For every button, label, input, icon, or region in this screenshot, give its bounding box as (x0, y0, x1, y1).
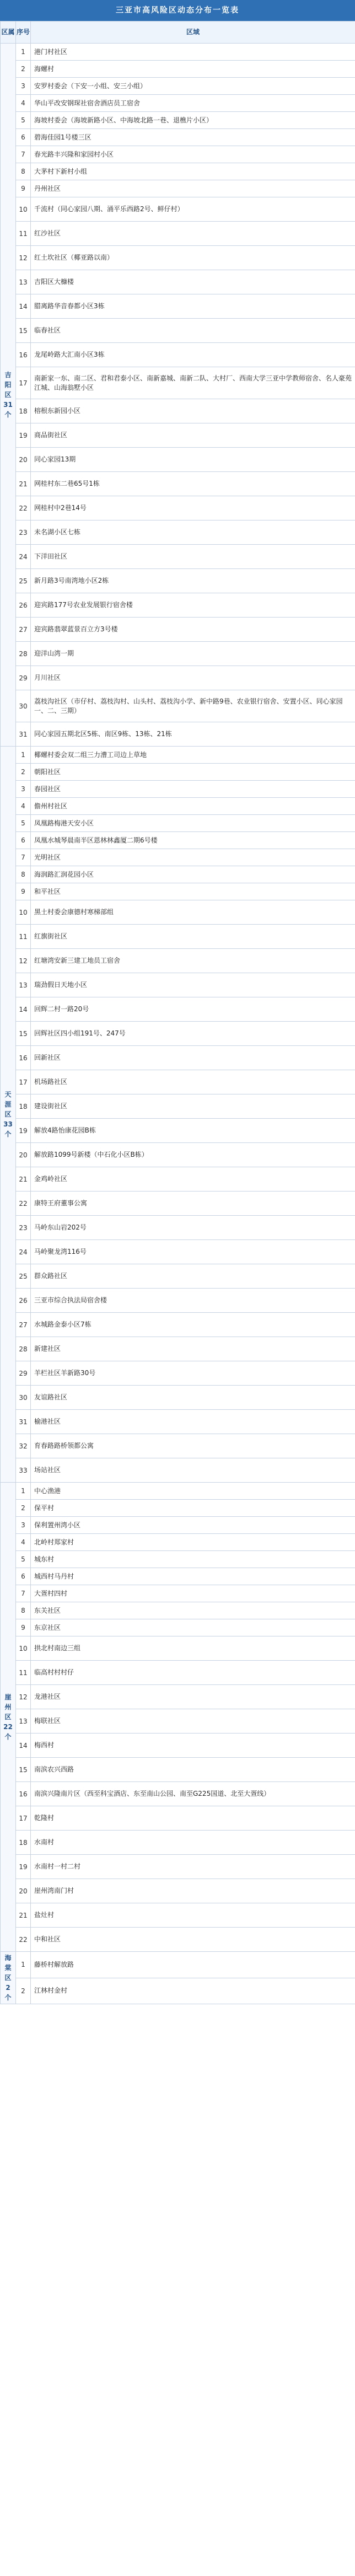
table-row (1, 1855, 355, 1879)
area-cell: 东京社区 (31, 1619, 355, 1636)
table-row (1, 1534, 355, 1551)
row-number: 2 (16, 1978, 31, 2004)
area-cell: 红旗街社区 (31, 925, 355, 949)
table-row (1, 423, 355, 448)
area-cell: 龙港社区 (31, 1685, 355, 1709)
table-row (1, 618, 355, 642)
row-number: 19 (16, 1855, 31, 1879)
table-row (1, 343, 355, 367)
row-number: 11 (16, 925, 31, 949)
table-row (1, 1046, 355, 1070)
row-number: 2 (16, 764, 31, 781)
area-cell: 同心家园五期北区5栋、南区9栋、13栋、21栋 (31, 722, 355, 747)
area-cell: 春园社区 (31, 781, 355, 798)
table-row (1, 1458, 355, 1483)
table-row (1, 722, 355, 747)
area-cell: 儋州村社区 (31, 798, 355, 815)
table-row (1, 1192, 355, 1216)
row-number: 7 (16, 1585, 31, 1602)
row-number: 17 (16, 367, 31, 399)
row-number: 10 (16, 197, 31, 222)
table-row (1, 781, 355, 798)
table-row (1, 666, 355, 690)
table-row (1, 849, 355, 866)
table-row (1, 472, 355, 496)
table-row (1, 545, 355, 569)
row-number: 11 (16, 222, 31, 246)
row-number: 21 (16, 1167, 31, 1192)
table-row (1, 1289, 355, 1313)
area-cell: 城东村 (31, 1551, 355, 1568)
row-number: 28 (16, 1337, 31, 1361)
table-row (1, 180, 355, 197)
row-number: 32 (16, 1434, 31, 1458)
area-cell: 回辉二村一路20号 (31, 997, 355, 1022)
area-cell: 凤凰水城琴晨南半区恩林林鑫厦二期6号楼 (31, 832, 355, 849)
area-cell: 海润路汇润花园小区 (31, 866, 355, 883)
area-cell: 羊栏社区羊新路30号 (31, 1361, 355, 1386)
table-row (1, 246, 355, 270)
table-row (1, 294, 355, 319)
row-number: 13 (16, 270, 31, 294)
table-row (1, 78, 355, 95)
area-cell: 乾隆村 (31, 1806, 355, 1831)
area-cell: 红塘湾安新三建工地员工宿舍 (31, 949, 355, 973)
table-row (1, 61, 355, 78)
table-row (1, 129, 355, 146)
area-cell: 安罗村委会（下安一小组、安三小组） (31, 78, 355, 95)
table-row (1, 1264, 355, 1289)
row-number: 3 (16, 1517, 31, 1534)
table-row (1, 925, 355, 949)
row-number: 12 (16, 949, 31, 973)
table-row (1, 949, 355, 973)
row-number: 16 (16, 343, 31, 367)
table-row (1, 448, 355, 472)
table-row (1, 1585, 355, 1602)
area-cell: 海螺村 (31, 61, 355, 78)
table-row (1, 973, 355, 997)
area-cell: 黑土村委会康德村寒梯部组 (31, 900, 355, 925)
area-cell: 同心家园13期 (31, 448, 355, 472)
area-cell: 红沙社区 (31, 222, 355, 246)
area-cell: 丹州社区 (31, 180, 355, 197)
area-cell: 碧海佳园1号楼三区 (31, 129, 355, 146)
area-cell: 未名湖小区七栋 (31, 520, 355, 545)
row-number: 11 (16, 1661, 31, 1685)
table-row (1, 1500, 355, 1517)
area-cell: 南滨农兴西路 (31, 1758, 355, 1782)
area-cell: 友谊路社区 (31, 1386, 355, 1410)
area-cell: 海坡村委会（海坡新路小区、中海坡北路一巷、退樵片小区） (31, 112, 355, 129)
row-number: 1 (16, 1483, 31, 1500)
area-cell: 回辉社区四小组191号、247号 (31, 1022, 355, 1046)
row-number: 25 (16, 569, 31, 593)
area-cell: 商品街社区 (31, 423, 355, 448)
area-cell: 月川社区 (31, 666, 355, 690)
area-cell: 南滨兴隆南片区（西至科宝酒店、东至南山公园、南至G225国道、北至大疍线） (31, 1782, 355, 1806)
row-number: 4 (16, 1534, 31, 1551)
area-cell: 吉阳区大槺楼 (31, 270, 355, 294)
table-row (1, 146, 355, 163)
row-number: 31 (16, 722, 31, 747)
row-number: 5 (16, 112, 31, 129)
area-cell: 水城路金泰小区7栋 (31, 1313, 355, 1337)
row-number: 4 (16, 798, 31, 815)
table-row (1, 1216, 355, 1240)
table-row (1, 642, 355, 666)
row-number: 18 (16, 399, 31, 423)
area-cell: 康特王府董事公寓 (31, 1192, 355, 1216)
area-cell: 保平村 (31, 1500, 355, 1517)
area-cell: 临春社区 (31, 319, 355, 343)
row-number: 6 (16, 1568, 31, 1585)
row-number: 9 (16, 1619, 31, 1636)
row-number: 10 (16, 1636, 31, 1661)
row-number: 9 (16, 883, 31, 900)
area-cell: 迎宾路翡翠蓝景百立方3号楼 (31, 618, 355, 642)
table-row (1, 1551, 355, 1568)
row-number: 17 (16, 1806, 31, 1831)
page-title: 三亚市高风险区动态分布一览表 (0, 0, 355, 21)
table-row (1, 270, 355, 294)
area-cell: 榕根东新园小区 (31, 399, 355, 423)
area-cell: 椰螺村委会双二组三力漕工司边上草地 (31, 747, 355, 764)
area-cell: 解放4路怡康花园B栋 (31, 1119, 355, 1143)
table-row (1, 1119, 355, 1143)
area-cell: 春光路丰兴隆和家园村小区 (31, 146, 355, 163)
row-number: 2 (16, 61, 31, 78)
row-number: 14 (16, 294, 31, 319)
table-row (1, 1661, 355, 1685)
row-number: 28 (16, 642, 31, 666)
area-cell: 水南村一村二村 (31, 1855, 355, 1879)
area-cell: 大疍村四村 (31, 1585, 355, 1602)
row-number: 13 (16, 973, 31, 997)
area-cell: 盐灶村 (31, 1903, 355, 1928)
row-number: 6 (16, 832, 31, 849)
row-number: 8 (16, 1602, 31, 1619)
row-number: 27 (16, 618, 31, 642)
row-number: 26 (16, 593, 31, 618)
area-cell: 城西村马丹村 (31, 1568, 355, 1585)
area-cell: 北岭村郑家村 (31, 1534, 355, 1551)
table-row (1, 1978, 355, 2004)
row-number: 2 (16, 1500, 31, 1517)
row-number: 24 (16, 1240, 31, 1264)
row-number: 12 (16, 1685, 31, 1709)
area-cell: 育春路路桥领都公寓 (31, 1434, 355, 1458)
table-row (1, 1434, 355, 1458)
area-cell: 迎宾路177号农业发展银行宿舍楼 (31, 593, 355, 618)
table-row (1, 1952, 355, 1978)
row-number: 24 (16, 545, 31, 569)
row-number: 21 (16, 472, 31, 496)
table-row (1, 1602, 355, 1619)
area-cell: 榆港社区 (31, 1410, 355, 1434)
row-number: 15 (16, 1758, 31, 1782)
table-row (1, 815, 355, 832)
row-number: 15 (16, 1022, 31, 1046)
area-cell: 三亚市综合执法局宿舍楼 (31, 1289, 355, 1313)
row-number: 31 (16, 1410, 31, 1434)
area-cell: 和平社区 (31, 883, 355, 900)
area-cell: 网桂村中2巷14号 (31, 496, 355, 520)
table-row (1, 764, 355, 781)
area-cell: 回新社区 (31, 1046, 355, 1070)
area-cell: 南新家一东、南二区、君和君泰小区、南新嘉城、南新二队、大村厂、西南大学三亚中学教师宿舍、名人豪苑江城、山海翁墅小区 (31, 367, 355, 399)
row-number: 18 (16, 1094, 31, 1119)
area-cell: 朝阳社区 (31, 764, 355, 781)
area-cell: 红土坎社区（椰亚路以南） (31, 246, 355, 270)
row-number: 13 (16, 1709, 31, 1734)
row-number: 7 (16, 146, 31, 163)
area-cell: 建设街社区 (31, 1094, 355, 1119)
table-row (1, 1313, 355, 1337)
row-number: 25 (16, 1264, 31, 1289)
row-number: 26 (16, 1289, 31, 1313)
row-number: 22 (16, 496, 31, 520)
area-cell: 东关社区 (31, 1602, 355, 1619)
table-row (1, 399, 355, 423)
row-number: 12 (16, 246, 31, 270)
area-cell: 迎洋山湾一期 (31, 642, 355, 666)
row-number: 1 (16, 1952, 31, 1978)
table-row (1, 1143, 355, 1167)
row-number: 23 (16, 1216, 31, 1240)
table-row (1, 1361, 355, 1386)
table-header-row (1, 22, 355, 44)
row-number: 6 (16, 129, 31, 146)
row-number: 27 (16, 1313, 31, 1337)
row-number: 19 (16, 423, 31, 448)
table-row (1, 1022, 355, 1046)
area-cell: 梅联社区 (31, 1709, 355, 1734)
area-cell: 崖州湾南门村 (31, 1879, 355, 1903)
row-number: 30 (16, 1386, 31, 1410)
table-row (1, 798, 355, 815)
row-number: 1 (16, 747, 31, 764)
row-number: 8 (16, 163, 31, 180)
table-row (1, 1070, 355, 1094)
row-number: 8 (16, 866, 31, 883)
area-cell: 机场路社区 (31, 1070, 355, 1094)
area-cell: 腊离路华音春都小区3栋 (31, 294, 355, 319)
area-cell: 解放路1099号新楼（中石化小区B栋） (31, 1143, 355, 1167)
area-cell: 保利置州湾小区 (31, 1517, 355, 1534)
area-cell: 中心渔港 (31, 1483, 355, 1500)
area-cell: 网桂村东二巷65号1栋 (31, 472, 355, 496)
table-row (1, 747, 355, 764)
district-cell: 吉阳区31个 (1, 44, 16, 747)
table-row (1, 112, 355, 129)
area-cell: 新月路3号南湾地小区2栋 (31, 569, 355, 593)
row-number: 14 (16, 1734, 31, 1758)
area-cell: 下洋田社区 (31, 545, 355, 569)
row-number: 17 (16, 1070, 31, 1094)
table-row (1, 866, 355, 883)
area-cell: 金鸡岭社区 (31, 1167, 355, 1192)
table-row (1, 1410, 355, 1434)
table-row (1, 900, 355, 925)
risk-area-table (0, 21, 355, 2004)
district-cell: 天涯区33个 (1, 747, 16, 1483)
row-number: 20 (16, 448, 31, 472)
table-row (1, 569, 355, 593)
row-number: 33 (16, 1458, 31, 1483)
row-number: 14 (16, 997, 31, 1022)
table-row (1, 163, 355, 180)
table-row (1, 832, 355, 849)
table-row (1, 1483, 355, 1500)
area-cell: 瑞劲假日天地小区 (31, 973, 355, 997)
row-number: 5 (16, 1551, 31, 1568)
row-number: 30 (16, 690, 31, 722)
row-number: 29 (16, 666, 31, 690)
table-row (1, 1928, 355, 1952)
row-number: 16 (16, 1046, 31, 1070)
row-number: 4 (16, 95, 31, 112)
table-row (1, 1619, 355, 1636)
table-row (1, 1831, 355, 1855)
table-row (1, 1517, 355, 1534)
table-row (1, 1240, 355, 1264)
area-cell: 光明社区 (31, 849, 355, 866)
table-row (1, 1879, 355, 1903)
table-row (1, 1094, 355, 1119)
table-row (1, 997, 355, 1022)
row-number: 29 (16, 1361, 31, 1386)
header-area: 区域 (31, 22, 355, 44)
table-row (1, 319, 355, 343)
row-number: 10 (16, 900, 31, 925)
area-cell: 千流村（同心家园八期、涌平乐西路2号、鲜仔村） (31, 197, 355, 222)
area-cell: 水南村 (31, 1831, 355, 1855)
area-cell: 华山平改安钢琛社宿舍酒店员工宿舍 (31, 95, 355, 112)
row-number: 3 (16, 78, 31, 95)
table-row (1, 1709, 355, 1734)
district-cell: 海棠区2个 (1, 1952, 16, 2004)
header-district: 区属 (1, 22, 16, 44)
table-row (1, 367, 355, 399)
table-row (1, 496, 355, 520)
row-number: 3 (16, 781, 31, 798)
table-row (1, 197, 355, 222)
area-cell: 群众路社区 (31, 1264, 355, 1289)
area-cell: 马岭东山岩202号 (31, 1216, 355, 1240)
table-row (1, 1782, 355, 1806)
area-cell: 凤凰路梅港天安小区 (31, 815, 355, 832)
row-number: 22 (16, 1192, 31, 1216)
area-cell: 荔枝沟社区（市仔村、荔枝沟村、山头村、荔枝沟小学、新中路9巷、农业银行宿舍、安置小区、同心家园一、二、三期） (31, 690, 355, 722)
table-body (1, 44, 355, 2004)
table-row (1, 1734, 355, 1758)
table-row (1, 44, 355, 61)
district-cell: 崖州区22个 (1, 1483, 16, 1952)
row-number: 7 (16, 849, 31, 866)
area-cell: 新建社区 (31, 1337, 355, 1361)
table-row (1, 593, 355, 618)
area-cell: 江林村金村 (31, 1978, 355, 2004)
area-cell: 场站社区 (31, 1458, 355, 1483)
area-cell: 临高村村村仔 (31, 1661, 355, 1685)
table-row (1, 222, 355, 246)
table-row (1, 1903, 355, 1928)
area-cell: 中和社区 (31, 1928, 355, 1952)
row-number: 5 (16, 815, 31, 832)
table-row (1, 95, 355, 112)
row-number: 20 (16, 1879, 31, 1903)
row-number: 16 (16, 1782, 31, 1806)
row-number: 9 (16, 180, 31, 197)
row-number: 20 (16, 1143, 31, 1167)
table-row (1, 1806, 355, 1831)
area-cell: 马岭聚龙湾116号 (31, 1240, 355, 1264)
area-cell: 藤桥村解放路 (31, 1952, 355, 1978)
area-cell: 梅西村 (31, 1734, 355, 1758)
table-row (1, 1568, 355, 1585)
row-number: 19 (16, 1119, 31, 1143)
area-cell: 港门村社区 (31, 44, 355, 61)
row-number: 18 (16, 1831, 31, 1855)
table-row (1, 1386, 355, 1410)
table-row (1, 1167, 355, 1192)
row-number: 21 (16, 1903, 31, 1928)
table-row (1, 690, 355, 722)
area-cell: 龙尾岭路大汇南小区3栋 (31, 343, 355, 367)
table-row (1, 1685, 355, 1709)
row-number: 15 (16, 319, 31, 343)
row-number: 22 (16, 1928, 31, 1952)
table-row (1, 1636, 355, 1661)
table-row (1, 520, 355, 545)
table-row (1, 883, 355, 900)
area-cell: 大茅村下新村小组 (31, 163, 355, 180)
table-row (1, 1758, 355, 1782)
row-number: 1 (16, 44, 31, 61)
row-number: 23 (16, 520, 31, 545)
table-row (1, 1337, 355, 1361)
header-number: 序号 (16, 22, 31, 44)
area-cell: 拱北村南边三组 (31, 1636, 355, 1661)
